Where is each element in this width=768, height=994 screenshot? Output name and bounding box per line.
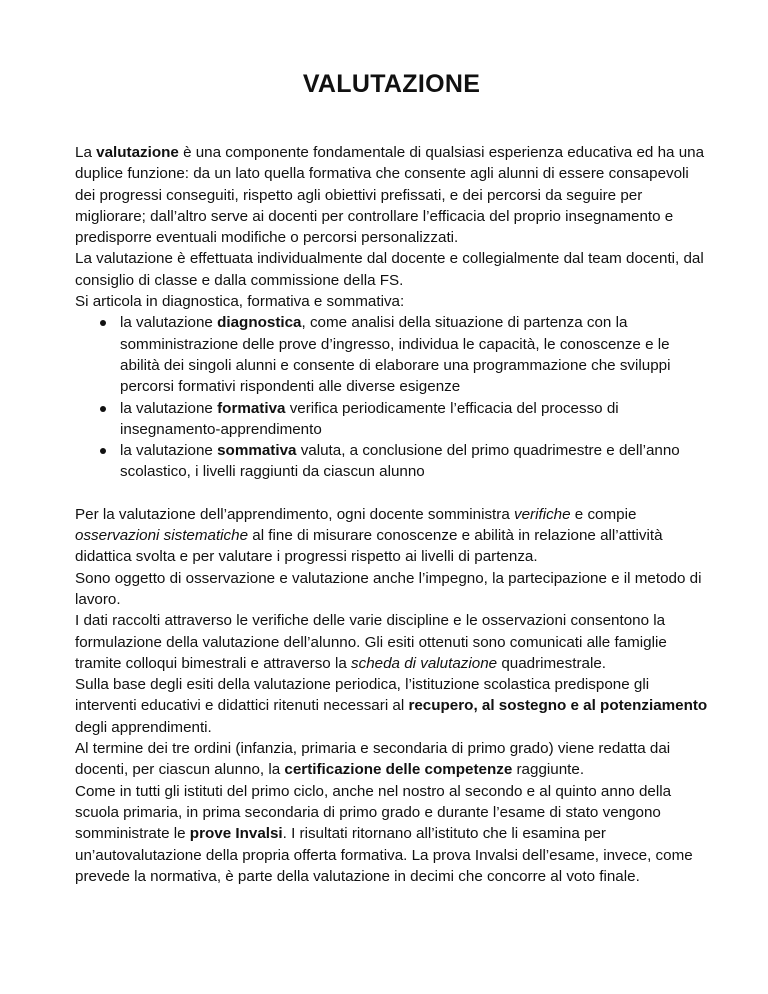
italic-term: osservazioni sistematiche [75,527,249,545]
text-run: raggiunte. [512,761,585,779]
text-run: Per la valutazione dell’apprendimento, ogni docente somministra [75,505,514,523]
paragraph-interventions [75,674,708,738]
document-title: VALUTAZIONE [302,70,481,98]
evaluation-types-list [75,312,708,482]
bold-term: sommativa [217,442,297,460]
text-run: degli apprendimenti. [75,718,212,736]
list-item [120,440,708,483]
text-run: quadrimestrale. [497,654,606,672]
text-run: valuta, a conclusione del primo quadrimestre e dell’anno scolastico, i livelli raggiunti da ciascun alunno [120,442,680,481]
text-run: I dati raccolti attraverso le verifiche delle varie discipline e le osservazioni consentono la formulazione della valutazione dell’alunno. Gli esiti ottenuti sono comunicati alle famiglie tramite colloqui bimestrali e attraverso la [75,612,667,672]
text-run: Sulla base degli esiti della valutazione periodica, l’istituzione scolastica predispone gli interventi educativi e didattici ritenuti necessari al [75,676,650,715]
paragraph-certification [75,738,708,781]
paragraph-intro [75,142,708,248]
paragraph-types: Si articola in diagnostica, formativa e sommativa: [75,293,405,311]
text-run: al fine di misurare conoscenze e abilità in relazione all’attività didattica svolta e per valutare i progressi rispetto ai livelli di partenza. [75,527,663,566]
text-run: la valutazione [120,399,218,417]
list-item [120,398,708,441]
paragraph-data [75,610,708,674]
paragraph-assessment [75,504,708,568]
bold-term: valutazione [96,144,179,161]
text-run: verifica periodicamente l’efficacia del processo di insegnamento-apprendimento [120,399,619,438]
bold-term: prove Invalsi [189,825,283,843]
bold-term: certificazione delle competenze [284,761,513,779]
text-run: e compie [570,505,637,523]
bold-term: recupero, al sostegno e al potenziamento [408,697,708,715]
text-run: la valutazione [120,442,218,460]
document-body [75,142,708,887]
bold-term: diagnostica [217,314,302,332]
italic-term: verifiche [514,505,571,523]
text-run: la valutazione [120,314,218,332]
text-run: , come analisi della situazione di partenza con la somministrazione delle prove d’ingresso, individua le capacità, le conoscenze e le abilità dei singoli alunni e consente di elaborare una programmazione che sviluppi percorsi formativi rispondenti alle diverse esigenze [120,314,671,396]
bold-term: formativa [217,399,286,417]
paragraph-gap [75,483,708,504]
text-run: Al termine dei tre ordini (infanzia, primaria e secondaria di primo grado) viene redatta dai docenti, per ciascun alunno, la [75,740,671,779]
paragraph-observation: Sono oggetto di osservazione e valutazione anche l’impegno, la partecipazione e il metodo di lavoro. [75,569,702,608]
text-run: . I risultati ritornano all’istituto che li esamina per un’autovalutazione della propria offerta formativa. La prova Invalsi dell’esame, invece, come prevede la normativa, è parte della valutazione in decimi che concorre al voto finale. [75,825,693,885]
list-item [120,312,708,397]
paragraph-responsibility: La valutazione è effettuata individualmente dal docente e collegialmente dal team docenti, dal consiglio di classe e dalla commissione della FS. [75,250,704,289]
paragraph-invalsi [75,781,708,887]
italic-term: scheda di valutazione [351,654,498,672]
text-run: La [75,144,97,161]
text-run: è una componente fondamentale di qualsiasi esperienza educativa ed ha una duplice funzione: da un lato quella formativa che consente agli alunni di essere consapevoli dei progressi conseguiti, rispetto agli obiettivi prefissati, e dei percorsi da seguire per migliorare; dall’altro serve ai docenti per controllare l’efficacia del proprio insegnamento e predisporre eventuali modifiche o percorsi personalizzati. [75,144,705,247]
text-run: Come in tutti gli istituti del primo ciclo, anche nel nostro al secondo e al quinto anno della scuola primaria, in prima secondaria di primo grado e durante l’esame di stato vengono somministrate le [75,782,672,843]
